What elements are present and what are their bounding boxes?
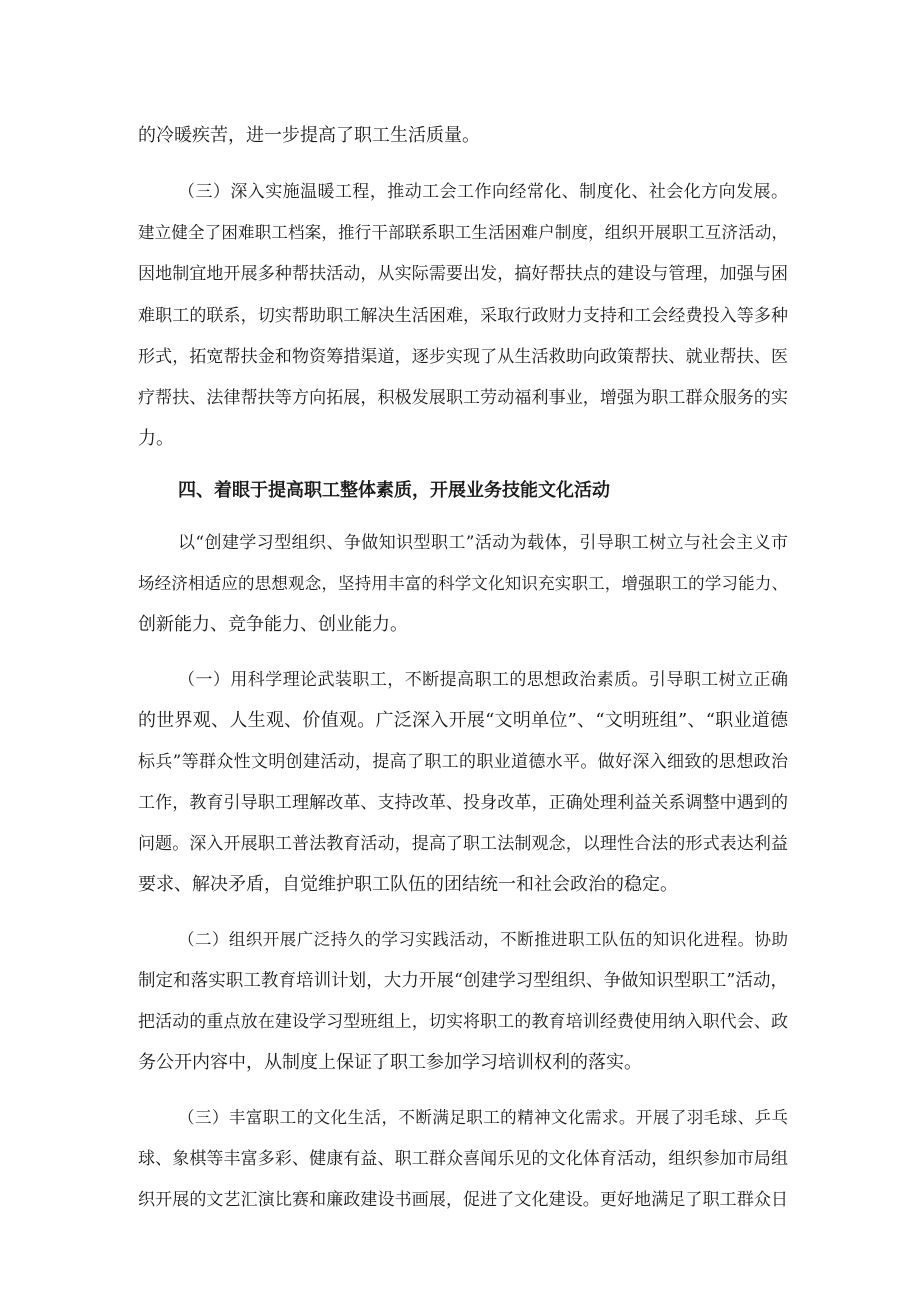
paragraph-line: 务公开内容中，从制度上保证了职工参加学习培训权利的落实。 xyxy=(138,1052,642,1073)
section-heading: 四、着眼于提高职工整体素质，开展业务技能文化活动 xyxy=(178,480,610,501)
paragraph-line: 制定和落实职工教育培训计划，大力开展“创建学习型组织、争做知识型职工”活动， xyxy=(138,971,788,991)
paragraph-line: （一）用科学理论武装职工，不断提高职工的思想政治素质。引导职工树立正确 xyxy=(178,670,788,690)
paragraph-line: （二）组织开展广泛持久的学习实践活动，不断推进职工队伍的知识化进程。协助 xyxy=(178,930,788,949)
paragraph-line: （三）深入实施温暖工程，推动工会工作向经常化、制度化、社会化方向发展。 xyxy=(178,182,788,202)
paragraph-line: 的冷暖疾苦，进一步提高了职工生活质量。 xyxy=(138,125,480,146)
paragraph-line: 织开展的文艺汇演比赛和廉政建设书画展，促进了文化建设。更好地满足了职工群众日 xyxy=(138,1190,788,1210)
paragraph-line: 创新能力、竞争能力、创业能力。 xyxy=(138,614,408,635)
paragraph-line: 以“创建学习型组织、争做知识型职工”活动为载体，引导职工树立与社会主义市 xyxy=(178,533,788,553)
paragraph-line: 标兵”等群众性文明创建活动，提高了职工的职业道德水平。做好深入细致的思想政治 xyxy=(138,752,788,772)
paragraph-line: 工作，教育引导职工理解改革、支持改革、投身改革，正确处理利益关系调整中遇到的 xyxy=(138,793,788,813)
paragraph-line: 球、象棋等丰富多彩、健康有益、职工群众喜闻乐见的文化体育活动，组织参加市局组 xyxy=(138,1149,788,1169)
paragraph-line: 问题。深入开展职工普法教育活动，提高了职工法制观念，以理性合法的形式表达利益 xyxy=(138,834,788,854)
paragraph-line: （三）丰富职工的文化生活，不断满足职工的精神文化需求。开展了羽毛球、乒乓 xyxy=(178,1108,788,1127)
paragraph-line: 要求、解决矛盾，自觉维护职工队伍的团结统一和社会政治的稳定。 xyxy=(138,874,678,895)
paragraph-line: 把活动的重点放在建设学习型班组上，切实将职工的教育培训经费使用纳入职代会、政 xyxy=(138,1012,788,1032)
paragraph-line: 力。 xyxy=(138,428,174,449)
paragraph-line: 疗帮扶、法律帮扶等方向拓展，积极发展职工劳动福利事业，增强为职工群众服务的实 xyxy=(138,388,788,408)
paragraph-line: 难职工的联系，切实帮助职工解决生活困难，采取行政财力支持和工会经费投入等多种 xyxy=(138,306,788,326)
paragraph-line: 形式，拓宽帮扶金和物资筹措渠道，逐步实现了从生活救助向政策帮扶、就业帮扶、医 xyxy=(138,347,788,367)
paragraph-line: 因地制宜地开展多种帮扶活动，从实际需要出发，搞好帮扶点的建设与管理，加强与困 xyxy=(138,264,788,284)
paragraph-line: 的世界观、人生观、价值观。广泛深入开展“文明单位”、“文明班组”、“职业道德 xyxy=(138,710,788,731)
paragraph-line: 场经济相适应的思想观念，坚持用丰富的科学文化知识充实职工，增强职工的学习能力、 xyxy=(138,574,788,593)
paragraph-line: 建立健全了困难职工档案，推行干部联系职工生活困难户制度，组织开展职工互济活动， xyxy=(138,223,788,242)
